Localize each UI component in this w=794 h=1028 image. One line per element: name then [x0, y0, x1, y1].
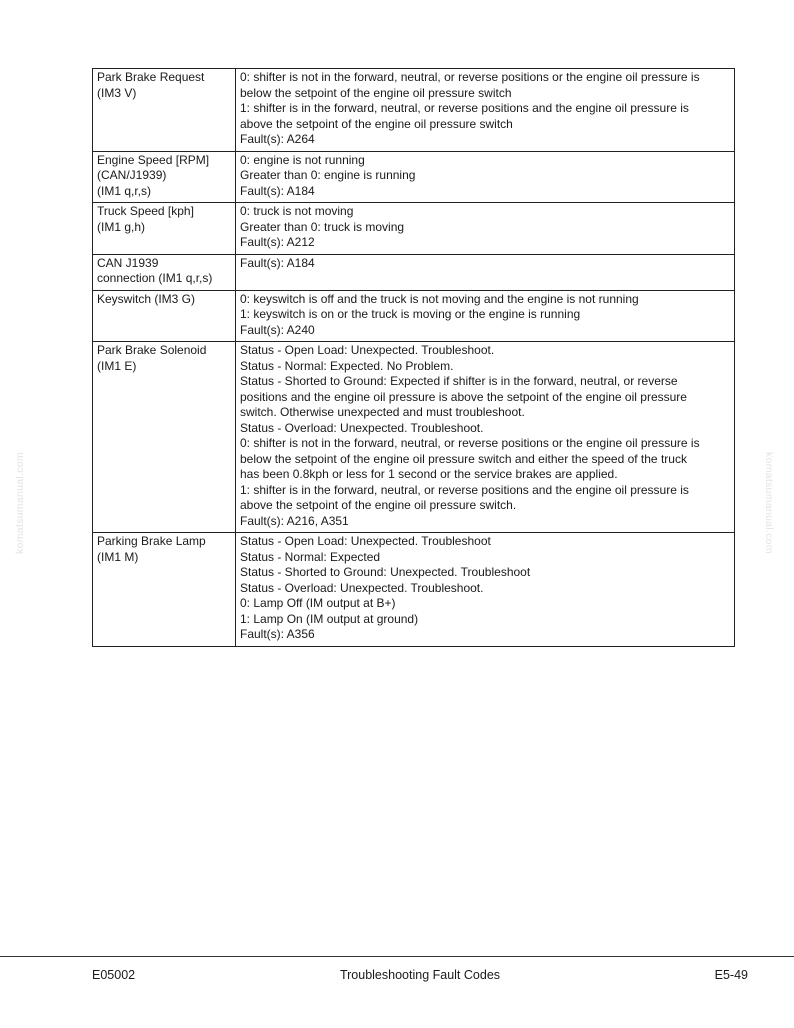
signal-name-line: (IM1 E) — [97, 358, 137, 373]
signal-name-cell — [93, 290, 236, 342]
signal-name-cell — [93, 533, 236, 647]
signal-name-cell — [93, 342, 236, 533]
description-line: below the setpoint of the engine oil pressure switch — [240, 85, 512, 100]
signal-description-cell — [236, 342, 735, 533]
fault-codes-line: Fault(s): A356 — [240, 627, 315, 641]
description-line: 0: keyswitch is off and the truck is not moving and the engine is not running — [240, 291, 639, 306]
description-line: 0: shifter is not in the forward, neutral, or reverse positions or the engine oil pressure is — [240, 436, 700, 450]
signal-name-cell — [93, 203, 236, 255]
description-line: Status - Open Load: Unexpected. Troubleshoot. — [240, 343, 495, 357]
description-line: 1: shifter is in the forward, neutral, or reverse positions and the engine oil pressure is — [240, 482, 689, 497]
signal-description-cell — [236, 203, 735, 255]
description-line: 0: Lamp Off (IM output at B+) — [240, 596, 396, 610]
description-line: Greater than 0: truck is moving — [240, 219, 405, 234]
description-line: above the setpoint of the engine oil pressure switch. — [240, 498, 517, 512]
table-row — [93, 203, 735, 255]
table-row — [93, 69, 735, 152]
section-title: Troubleshooting Fault Codes — [339, 968, 501, 982]
signal-name-line: (CAN/J1939) — [97, 168, 167, 182]
signal-description-table — [92, 68, 735, 647]
fault-codes-line: Fault(s): A240 — [240, 322, 315, 337]
signal-name-line: Park Brake Request — [97, 70, 205, 84]
watermark-right: komatsumanual.com — [763, 452, 775, 554]
description-line: below the setpoint of the engine oil pressure switch and either the speed of the truck — [240, 451, 687, 466]
table-row — [93, 290, 735, 342]
table-row — [93, 254, 735, 290]
signal-name-line: (IM1 M) — [97, 549, 139, 564]
watermark-left: komatsumanual.com — [14, 452, 26, 554]
table-row — [93, 342, 735, 533]
description-line: Status - Shorted to Ground: Unexpected. Troubleshoot — [240, 565, 531, 579]
description-line: Status - Normal: Expected. No Problem. — [240, 358, 454, 373]
signal-name-line: CAN J1939 — [97, 255, 159, 270]
description-line: Status - Overload: Unexpected. Troubleshoot. — [240, 420, 484, 435]
signal-description-cell — [236, 290, 735, 342]
fault-codes-line: Fault(s): A184 — [240, 255, 315, 270]
description-line: 1: keyswitch is on or the truck is moving or the engine is running — [240, 307, 581, 321]
description-line: Status - Overload: Unexpected. Troubleshoot. — [240, 580, 484, 595]
table-row — [93, 533, 735, 647]
description-line: above the setpoint of the engine oil pressure switch — [240, 116, 513, 131]
signal-name-line: connection (IM1 q,r,s) — [97, 271, 213, 285]
fault-codes-line: Fault(s): A216, A351 — [240, 513, 349, 528]
description-line: 1: Lamp On (IM output at ground) — [240, 611, 419, 626]
signal-name-cell — [93, 254, 236, 290]
description-line: positions and the engine oil pressure is above the setpoint of the engine oil pressure — [240, 389, 687, 404]
document-code: E05002 — [92, 968, 136, 982]
description-line: 0: engine is not running — [240, 152, 365, 167]
signal-name-cell — [93, 69, 236, 152]
signal-name-line: Parking Brake Lamp — [97, 534, 206, 548]
signal-name-line: (IM1 q,r,s) — [97, 183, 152, 198]
signal-name-line: Truck Speed [kph] — [97, 204, 194, 218]
fault-codes-line: Fault(s): A264 — [240, 132, 315, 146]
description-line: Status - Normal: Expected — [240, 549, 381, 564]
description-line: 0: shifter is not in the forward, neutral, or reverse positions or the engine oil pressure is — [240, 70, 700, 84]
footer-divider — [0, 956, 794, 957]
fault-codes-line: Fault(s): A184 — [240, 183, 315, 198]
description-line: Greater than 0: engine is running — [240, 168, 416, 182]
signal-name-line: Engine Speed [RPM] — [97, 152, 210, 167]
page-number: E5-49 — [714, 968, 748, 982]
fault-codes-line: Fault(s): A212 — [240, 235, 315, 249]
signal-description-cell — [236, 69, 735, 152]
signal-name-cell — [93, 151, 236, 203]
signal-name-line: (IM1 g,h) — [97, 219, 146, 234]
description-line: 1: shifter is in the forward, neutral, or reverse positions and the engine oil pressure is — [240, 101, 689, 115]
signal-name-line: Keyswitch (IM3 G) — [97, 291, 196, 306]
signal-description-cell — [236, 254, 735, 290]
description-line: switch. Otherwise unexpected and must troubleshoot. — [240, 405, 525, 419]
signal-name-line: Park Brake Solenoid — [97, 343, 207, 357]
signal-description-cell — [236, 533, 735, 647]
description-line: 0: truck is not moving — [240, 204, 354, 218]
description-line: Status - Open Load: Unexpected. Troubleshoot — [240, 534, 491, 548]
signal-description-cell — [236, 151, 735, 203]
description-line: Status - Shorted to Ground: Expected if shifter is in the forward, neutral, or reverse — [240, 374, 678, 388]
table-row — [93, 151, 735, 203]
description-line: has been 0.8kph or less for 1 second or the service brakes are applied. — [240, 467, 618, 481]
signal-name-line: (IM3 V) — [97, 85, 137, 100]
